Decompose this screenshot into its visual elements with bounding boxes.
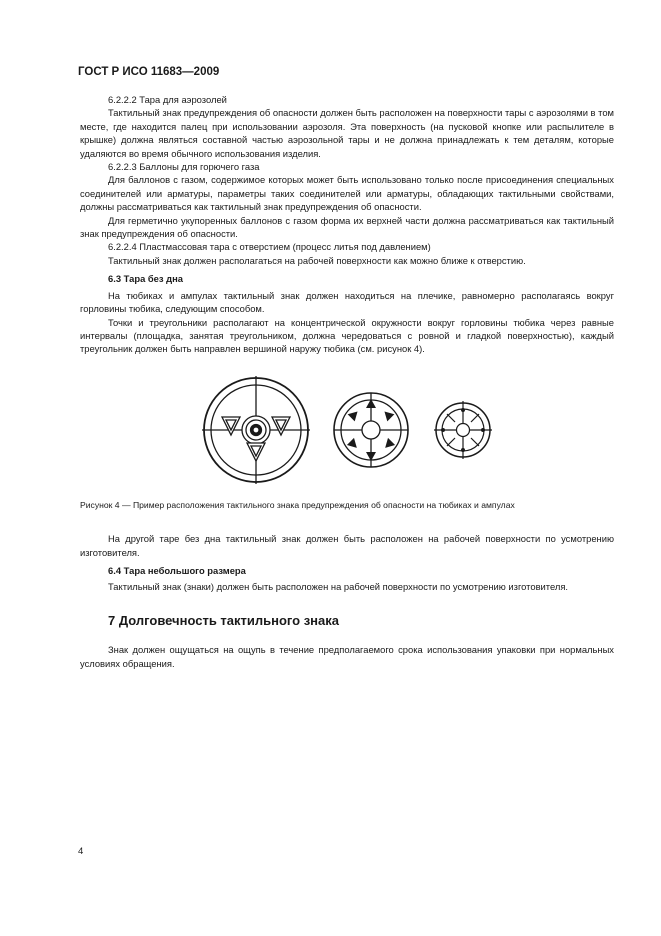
paragraph-6-2-2-3-b: Для герметично укупоренных баллонов с газом форма их верхней части должна рассматриваться как тактильный знак предупреждения об опасности. [80,214,614,240]
heading-6-2-2-2: 6.2.2.2 Тара для аэрозолей [108,94,227,105]
figure-4 [80,372,614,492]
page-number: 4 [78,846,84,857]
paragraph-6-2-2-4: Тактильный знак должен располагаться на рабочей поверхности как можно ближе к отверстию. [108,254,526,266]
heading-7: 7 Долговечность тактильного знака [108,612,339,628]
paragraph-6-3-b: Точки и треугольники располагают на концентрической окружности вокруг горловины тюбика через равные интервалы (площадка, занятая треугольником, должна чередоваться с ровной и гладкой поверхностью), каждый треугольник должен быть направлен вершиной наружу тюбика (см. рисунок 4). [80,316,614,355]
paragraph-6-3-a: На тюбиках и ампулах тактильный знак должен находиться на плечике, равномерно располагаясь вокруг горловины тюбика, следующим способом. [80,289,614,315]
figure-4-caption: Рисунок 4 — Пример расположения тактильного знака предупреждения об опасности на тюбиках и ампулах [80,499,515,510]
tube-diagram-small [434,401,492,459]
tube-diagram-medium [334,393,408,467]
paragraph-6-2-2-2: Тактильный знак предупреждения об опасности должен быть расположен на поверхности тары с аэрозолями в том месте, где находится палец при использовании аэрозоля. Эта поверхность (на пусковой кнопке или распылителе в крышке) должна являться составной частью аэрозольной тары и не должна принадлежать к тем деталям, которые удаляются во время обычного использования изделия. [80,107,614,159]
heading-6-4: 6.4 Тара небольшого размера [108,564,246,576]
paragraph-6-4: Тактильный знак (знаки) должен быть расположен на рабочей поверхности по усмотрению изготовителя. [108,581,569,593]
paragraph-7: Знак должен ощущаться на ощупь в течение предполагаемого срока использования упаковки при нормальных условиях обращения. [80,644,614,669]
heading-6-2-2-4: 6.2.2.4 Пластмассовая тара с отверстием (процесс литья под давлением) [108,241,431,253]
document-header: ГОСТ Р ИСО 11683—2009 [78,66,220,78]
heading-6-3: 6.3 Тара без дна [108,273,183,285]
heading-6-2-2-3: 6.2.2.3 Баллоны для горючего газа [108,161,260,173]
paragraph-6-3-c: На другой таре без дна тактильный знак должен быть расположен на рабочей поверхности по усмотрению изготовителя. [80,533,614,558]
document-body [80,93,614,670]
paragraph-6-2-2-3-a: Для баллонов с газом, содержимое которых может быть использовано только после присоединения специальных соединителей или арматуры, параметры таких соединителей или арматуры, обладающих тактильными свойствами, должны рассматриваться как тактильный знак предупреждения об опасности. [80,174,614,213]
tube-diagram-large [202,376,310,484]
tube-diagrams [200,372,500,490]
